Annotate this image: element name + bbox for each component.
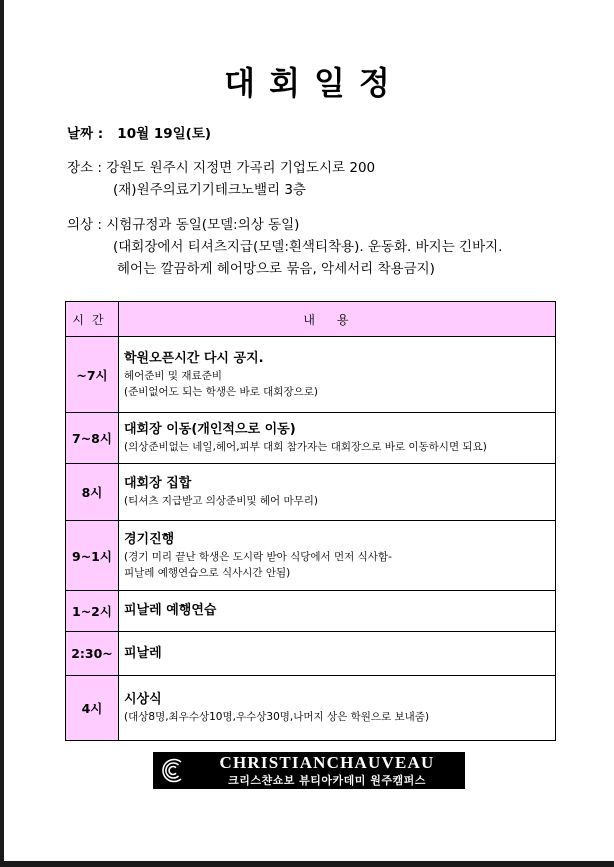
row-title: 피날레 bbox=[124, 645, 162, 661]
row-content bbox=[119, 632, 556, 676]
row-title: 학원오픈시간 다시 공지. bbox=[124, 350, 264, 366]
row-time: 7~8시 bbox=[66, 413, 119, 464]
row-content bbox=[119, 337, 556, 413]
row-title: 대회장 집합 bbox=[124, 476, 192, 491]
header-content: 내용 bbox=[119, 302, 556, 337]
row-title: 피날레 예행연습 bbox=[124, 603, 217, 618]
row-content bbox=[119, 591, 556, 632]
dress-label: 의상 : bbox=[67, 217, 102, 233]
table-row bbox=[66, 521, 556, 591]
row-detail: (티셔츠 지급받고 의상준비및 헤어 마무리) bbox=[124, 495, 318, 507]
venue-address: 강원도 원주시 지정면 가곡리 기업도시로 200 bbox=[106, 160, 376, 176]
venue-building: (재)원주의료기기테크노밸리 3층 bbox=[113, 182, 306, 198]
date-value: 10월 19일(토) bbox=[117, 126, 212, 142]
row-title: 경기진행 bbox=[124, 531, 175, 547]
row-detail: (준비없어도 되는 학생은 바로 대회장으로) bbox=[124, 385, 318, 398]
date-line bbox=[67, 124, 211, 144]
header-time: 시간 bbox=[66, 302, 119, 337]
table-row bbox=[66, 632, 556, 676]
row-content bbox=[119, 413, 556, 464]
page-title: 대회일정 bbox=[224, 64, 404, 102]
cc-logo-icon bbox=[157, 755, 188, 786]
page-frame-left bbox=[0, 0, 4, 867]
venue-label: 장소 : bbox=[67, 160, 102, 176]
row-detail: 헤어준비 및 재료준비 bbox=[124, 369, 222, 382]
row-time: 1~2시 bbox=[66, 591, 119, 632]
date-label: 날짜 : bbox=[67, 126, 104, 142]
schedule-table bbox=[65, 301, 556, 741]
row-time: 2:30~ bbox=[66, 632, 119, 676]
table-row bbox=[66, 464, 556, 521]
row-title: 시상식 bbox=[124, 692, 162, 707]
table-row bbox=[66, 591, 556, 632]
dress-line bbox=[67, 215, 299, 235]
row-time: 8시 bbox=[66, 464, 119, 521]
row-content bbox=[119, 521, 556, 591]
row-time: 9~1시 bbox=[66, 521, 119, 591]
schedule-header-row bbox=[66, 302, 556, 337]
brand-logo bbox=[153, 752, 465, 789]
row-title: 대회장 이동(개인적으로 이동) bbox=[124, 422, 296, 437]
page-frame-bottom bbox=[0, 861, 614, 867]
row-content bbox=[119, 676, 556, 741]
row-detail: (경기 미리 끝난 학생은 도시락 받아 식당에서 먼저 식사함- bbox=[124, 550, 392, 563]
row-detail: (대상8명,최우수상10명,우수상30명,나머지 상은 학원으로 보내줌) bbox=[124, 711, 430, 723]
row-time: ~7시 bbox=[66, 337, 119, 413]
dress-detail-2: 헤어는 깔끔하게 헤어망으로 묶음, 악세서리 착용금지) bbox=[117, 261, 435, 277]
venue-line bbox=[67, 158, 375, 178]
dress-detail-1: (대회장에서 티셔츠지급(모델:흰색티착용). 운동화. 바지는 긴바지. bbox=[113, 239, 503, 255]
row-detail: (의상준비없는 네일,헤어,피부 대회 참가자는 대회장으로 바로 이동하시면 되요) bbox=[124, 441, 487, 453]
table-row bbox=[66, 413, 556, 464]
table-row bbox=[66, 337, 556, 413]
table-row bbox=[66, 676, 556, 741]
row-content bbox=[119, 464, 556, 521]
row-detail: 피날레 예행연습으로 식사시간 안됨) bbox=[124, 566, 291, 579]
logo-brand-name: CHRISTIANCHAUVEAU bbox=[219, 753, 435, 772]
row-time: 4시 bbox=[66, 676, 119, 741]
dress-rule: 시험규정과 동일(모델:의상 동일) bbox=[106, 217, 300, 233]
logo-subtitle: 크리스챤쇼보 뷰티아카데미 원주캠퍼스 bbox=[228, 774, 426, 787]
